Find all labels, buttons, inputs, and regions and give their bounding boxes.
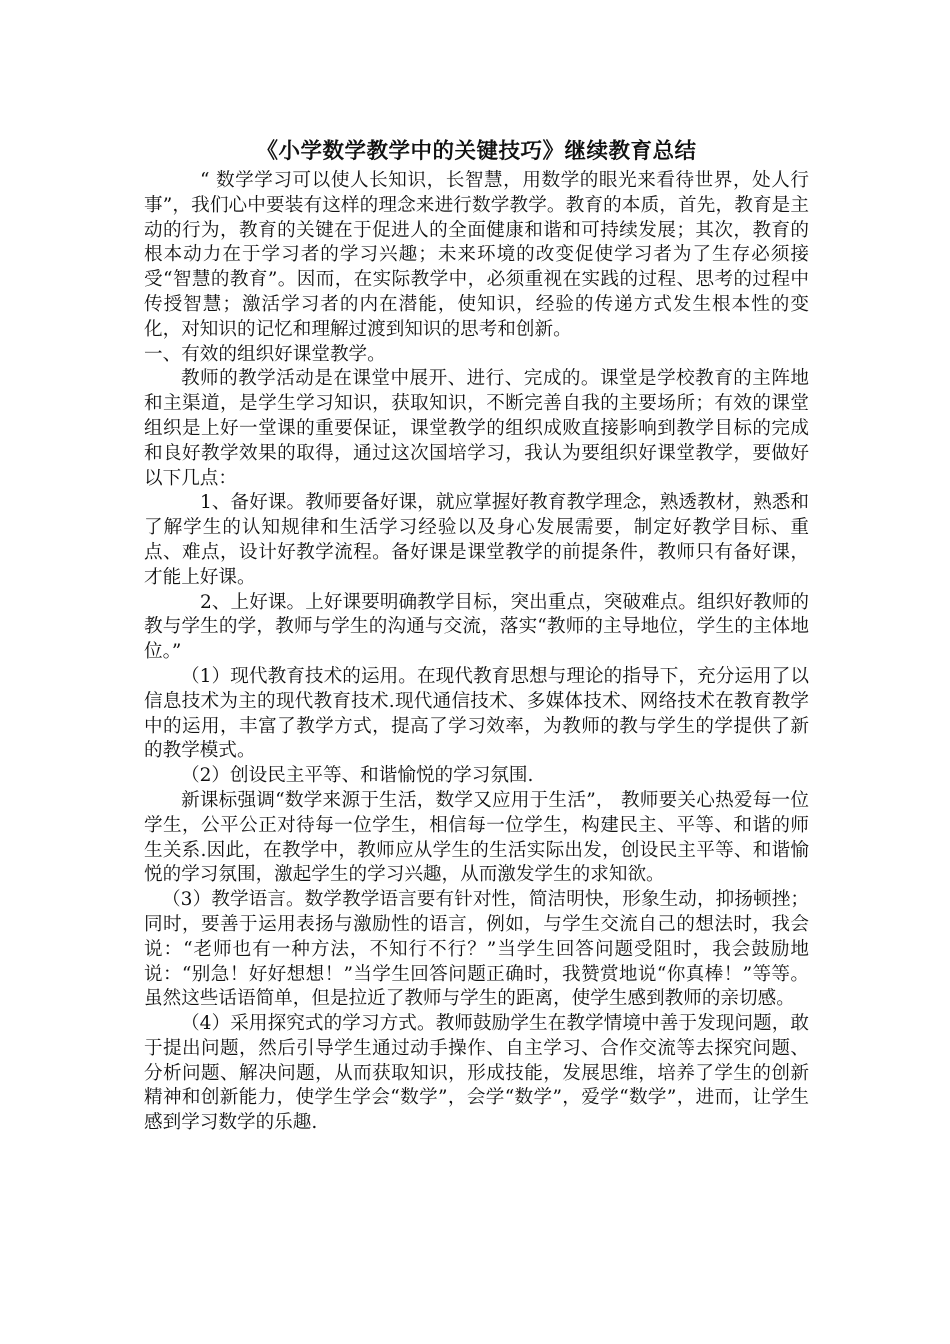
document-page: [144, 136, 809, 1136]
paragraph-atmosphere: 新课标强调“数学来源于生活，数学又应用于生活”， 教师要关心热爱每一位学生，公平公正对待每一位学生，相信每一位学生，构建民主、平等、和谐的师生关系.因此，在教学中，教师应从学生的生活实际出发，创设民主平等、和谐愉悦的学习氛围，激起学生的学习兴趣，从而激发学生的求知欲。: [144, 789, 809, 886]
section-heading-1: 一、有效的组织好课堂教学。: [144, 343, 386, 365]
paragraph-inquiry-learning: （4）采用探究式的学习方式。教师鼓励学生在教学情境中善于发现问题，敢于提出问题，然后引导学生通过动手操作、自主学习、合作交流等去探究问题、分析问题、解决问题，从而获取知识，形成技能，发展思维，培养了学生的创新精神和创新能力，使学生学会“数学”，会学“数学”，爱学“数学”，进而，让学生感到学习数学的乐趣.: [144, 1013, 809, 1134]
paragraph-edu-tech: （1）现代教育技术的运用。在现代教育思想与理论的指导下，充分运用了以信息技术为主的现代教育技术.现代通信技术、多媒体技术、网络技术在教育教学中的运用，丰富了教学方式，提高了学习效率，为教师的教与学生的学提供了新的教学模式。: [144, 665, 809, 762]
paragraph-atmosphere-heading: （2）创设民主平等、和谐愉悦的学习氛围.: [181, 765, 534, 787]
paragraph-prepare-lesson: 1、备好课。教师要备好课，就应掌握好教育教学理念，熟透教材，熟悉和了解学生的认知规律和生活学习经验以及身心发展需要，制定好教学目标、重点、难点，设计好教学流程。备好课是课堂教学的前提条件，教师只有备好课，才能上好课。: [144, 492, 809, 588]
paragraph-teach-lesson: 2、上好课。上好课要明确教学目标，突出重点，突破难点。组织好教师的教与学生的学，教师与学生的沟通与交流，落实“教师的主导地位，学生的主体地位。”: [144, 591, 809, 663]
document-title: 《小学数学教学中的关键技巧》继续教育总结: [256, 139, 697, 164]
intro-paragraph: “ 数学学习可以使人长知识，长智慧，用数学的眼光来看待世界，处人行事”，我们心中要装有这样的理念来进行数学教学。教育的本质，首先，教育是主动的行为，教育的关键在于促进人的全面健康和谐和可持续发展；其次，教育的根本动力在于学习者的学习兴趣；未来环境的改变促使学习者为了生存必须接受“智慧的教育”。因而，在实际教学中，必须重视在实践的过程、思考的过程中传授智慧；激活学习者的内在潜能，使知识，经验的传递方式发生根本性的变化，对知识的记忆和理解过渡到知识的思考和创新。: [144, 170, 809, 340]
paragraph-teaching-language: （3）教学语言。数学教学语言要有针对性，简洁明快，形象生动，抑扬顿挫；同时，要善于运用表扬与激励性的语言，例如，与学生交流自己的想法时，我会说：“老师也有一种方法，不知行不行？”当学生回答问题受阻时，我会鼓励地说：“别急！好好想想！”当学生回答问题正确时，我赞赏地说“你真棒！”等等。虽然这些话语简单，但是拉近了教师与学生的距离，使学生感到教师的亲切感。: [144, 889, 809, 1010]
paragraph-classroom: 教师的教学活动是在课堂中展开、进行、完成的。课堂是学校教育的主阵地和主渠道，是学生学习知识，获取知识，不断完善自我的主要场所；有效的课堂组织是上好一堂课的重要保证，课堂教学的组织成败直接影响到教学目标的完成和良好教学效果的取得，通过这次国培学习，我认为要组织好课堂教学，要做好以下几点：: [144, 368, 809, 489]
